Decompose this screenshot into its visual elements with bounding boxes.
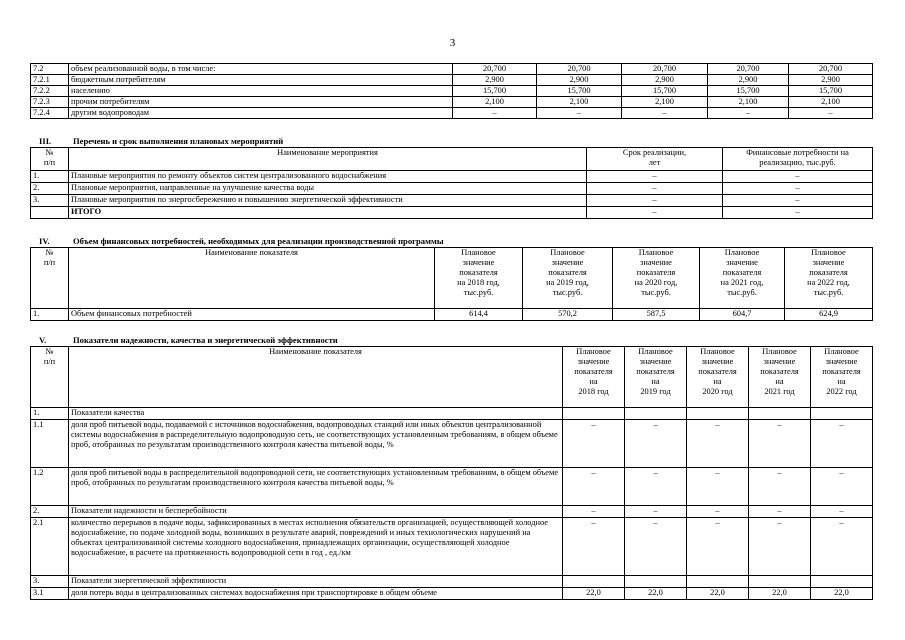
section-3-heading: [39, 136, 283, 146]
row-name: населению: [69, 86, 453, 97]
header-year: Плановое значение показателя на 2018 год, тыс.руб.: [435, 248, 523, 309]
value-cell: 2,100: [789, 97, 873, 108]
header-name: Наименование мероприятия: [69, 148, 587, 171]
row-name: Плановые мероприятия, направленные на улучшение качества воды: [69, 183, 587, 195]
value-cell: 2,900: [708, 75, 789, 86]
row-name: Показатели энергетической эффективности: [69, 576, 563, 588]
table-row: [31, 576, 873, 588]
section-5-heading: [39, 335, 338, 345]
row-name: доля потерь воды в централизованных системах водоснабжения при транспортировке в общем объеме: [69, 588, 563, 600]
indicators-table: [30, 346, 873, 600]
row-name: количество перерывов в подаче воды, зафиксированных в местах исполнения обязательств организацией, осуществляющей холодное водоснабжение, по подаче холодной воды, возникших в результате аварий, повреждений и иных технологических нарушений на объектах централизованной системы холодного водоснабжения, принадлежащих организации, осуществляющей холодное водоснабжение, в расчете на протяженность водопроводной сети в год , ед./км: [69, 518, 563, 576]
value-cell: –: [811, 518, 873, 576]
table-row: [31, 468, 873, 506]
header-row: [31, 148, 873, 171]
value-cell: –: [687, 420, 749, 468]
header-year: Плановое значение показателя на 2022 год, тыс.руб.: [785, 248, 873, 309]
value-cell: 587,5: [613, 309, 700, 321]
value-cell: [749, 408, 811, 420]
value-cell: 2,900: [537, 75, 622, 86]
term-cell: –: [587, 207, 723, 219]
value-cell: 22,0: [811, 588, 873, 600]
row-name: ИТОГО: [69, 207, 587, 219]
value-cell: –: [749, 420, 811, 468]
value-cell: [563, 408, 625, 420]
header-year: Плановое значение показателя на 2021 год: [749, 347, 811, 408]
row-name: доля проб питьевой воды, подаваемой с источников водоснабжения, водопроводных станций или иных объектов централизованной системы водоснабжения в распределительную водопроводную сеть, не соответствующих установленным требованиям, в общем объеме проб, отобранных по результатам производственного контроля качества питьевой воды, %: [69, 420, 563, 468]
value-cell: –: [625, 420, 687, 468]
value-cell: 15,700: [789, 86, 873, 97]
header-finance: Финансовые потребности на реализацию, тыс.руб.: [723, 148, 873, 171]
table-row: [31, 195, 873, 207]
header-year: Плановое значение показателя на 2022 год: [811, 347, 873, 408]
value-cell: –: [625, 518, 687, 576]
section-title: Перечень и срок выполнения плановых мероприятий: [73, 136, 284, 146]
row-number: 7.2: [31, 64, 69, 75]
finance-cell: –: [723, 207, 873, 219]
row-name: Показатели качества: [69, 408, 563, 420]
value-cell: 2,100: [622, 97, 708, 108]
row-number: 1.: [31, 309, 69, 321]
header-year: Плановое значение показателя на 2018 год: [563, 347, 625, 408]
row-number: 1.: [31, 171, 69, 183]
value-cell: –: [622, 108, 708, 119]
row-name: Объем финансовых потребностей: [69, 309, 435, 321]
header-num: № п/п: [31, 347, 69, 408]
value-cell: 20,700: [708, 64, 789, 75]
table-row: [31, 420, 873, 468]
value-cell: –: [687, 468, 749, 506]
row-name: доля проб питьевой воды в распределительной водопроводной сети, не соответствующих установленным требованиям, в общем объеме проб, отобранных по результатам производственного контроля качества питьевой воды, %: [69, 468, 563, 506]
table-row: [31, 86, 873, 97]
table-row: [31, 75, 873, 86]
section-number: III.: [39, 136, 52, 146]
header-year: Плановое значение показателя на 2019 год: [625, 347, 687, 408]
value-cell: –: [563, 506, 625, 518]
water-volume-table: [30, 63, 873, 119]
value-cell: –: [537, 108, 622, 119]
value-cell: [687, 408, 749, 420]
finance-cell: –: [723, 171, 873, 183]
value-cell: –: [708, 108, 789, 119]
finance-cell: –: [723, 195, 873, 207]
value-cell: 15,700: [453, 86, 537, 97]
value-cell: 2,100: [708, 97, 789, 108]
row-number: 7.2.1: [31, 75, 69, 86]
value-cell: 22,0: [563, 588, 625, 600]
row-name: Плановые мероприятия по ремонту объектов систем централизованного водоснабжения: [69, 171, 587, 183]
value-cell: [749, 576, 811, 588]
value-cell: 22,0: [625, 588, 687, 600]
header-name: Наименование показателя: [69, 347, 563, 408]
value-cell: 614,4: [435, 309, 523, 321]
row-number: 7.2.4: [31, 108, 69, 119]
value-cell: 20,700: [789, 64, 873, 75]
value-cell: –: [749, 468, 811, 506]
value-cell: [811, 408, 873, 420]
value-cell: –: [789, 108, 873, 119]
value-cell: 15,700: [537, 86, 622, 97]
header-year: Плановое значение показателя на 2020 год, тыс.руб.: [613, 248, 700, 309]
header-row: [31, 248, 873, 309]
measures-table: [30, 147, 873, 219]
row-number: 7.2.2: [31, 86, 69, 97]
table-row: [31, 183, 873, 195]
value-cell: –: [563, 420, 625, 468]
row-name: другим водопроводам: [69, 108, 453, 119]
value-cell: [687, 576, 749, 588]
section-title: Объем финансовых потребностей, необходимых для реализации производственной программы: [73, 236, 444, 246]
table-row: [31, 171, 873, 183]
value-cell: 15,700: [708, 86, 789, 97]
row-number: 2.1: [31, 518, 69, 576]
table-row: [31, 108, 873, 119]
value-cell: –: [749, 518, 811, 576]
header-row: [31, 347, 873, 408]
row-number: 1.: [31, 408, 69, 420]
row-name: бюджетным потребителям: [69, 75, 453, 86]
row-name: Показатели надежности и бесперебойности: [69, 506, 563, 518]
value-cell: –: [687, 506, 749, 518]
value-cell: [563, 576, 625, 588]
value-cell: 2,900: [622, 75, 708, 86]
value-cell: –: [453, 108, 537, 119]
header-year: Плановое значение показателя на 2019 год, тыс.руб.: [523, 248, 613, 309]
header-term: Срок реализации, лет: [587, 148, 723, 171]
row-number: 3.: [31, 195, 69, 207]
table-row: [31, 64, 873, 75]
row-number: [31, 207, 69, 219]
table-row: [31, 518, 873, 576]
financial-needs-table: [30, 247, 873, 321]
row-number: 3.1: [31, 588, 69, 600]
value-cell: 20,700: [622, 64, 708, 75]
finance-cell: –: [723, 183, 873, 195]
header-year: Плановое значение показателя на 2020 год: [687, 347, 749, 408]
table-row: [31, 506, 873, 518]
value-cell: 2,100: [453, 97, 537, 108]
value-cell: 15,700: [622, 86, 708, 97]
value-cell: [625, 576, 687, 588]
value-cell: 2,100: [537, 97, 622, 108]
row-name: объем реализованной воды, в том числе:: [69, 64, 453, 75]
value-cell: –: [563, 468, 625, 506]
header-year: Плановое значение показателя на 2021 год, тыс.руб.: [700, 248, 785, 309]
value-cell: –: [811, 420, 873, 468]
term-cell: –: [587, 195, 723, 207]
table-row: [31, 97, 873, 108]
value-cell: 22,0: [749, 588, 811, 600]
term-cell: –: [587, 183, 723, 195]
value-cell: –: [563, 518, 625, 576]
value-cell: [625, 408, 687, 420]
value-cell: 624,9: [785, 309, 873, 321]
value-cell: –: [625, 506, 687, 518]
table-row: [31, 207, 873, 219]
value-cell: 22,0: [687, 588, 749, 600]
value-cell: [811, 576, 873, 588]
table-row: [31, 588, 873, 600]
value-cell: 20,700: [453, 64, 537, 75]
section-number: IV.: [39, 236, 50, 246]
value-cell: –: [811, 506, 873, 518]
row-number: 1.1: [31, 420, 69, 468]
table-row: [31, 309, 873, 321]
value-cell: 20,700: [537, 64, 622, 75]
row-number: 2.: [31, 506, 69, 518]
page-number: 3: [449, 37, 456, 49]
row-number: 2.: [31, 183, 69, 195]
value-cell: 2,900: [453, 75, 537, 86]
row-name: прочим потребителям: [69, 97, 453, 108]
value-cell: 604,7: [700, 309, 785, 321]
header-num: № п/п: [31, 248, 69, 309]
value-cell: 570,2: [523, 309, 613, 321]
header-num: № п/п: [31, 148, 69, 171]
row-number: 7.2.3: [31, 97, 69, 108]
section-number: V.: [39, 335, 47, 345]
row-number: 3.: [31, 576, 69, 588]
row-number: 1.2: [31, 468, 69, 506]
row-name: Плановые мероприятия по энергосбережению и повышению энергетической эффективности: [69, 195, 587, 207]
header-name: Наименование показателя: [69, 248, 435, 309]
table-row: [31, 408, 873, 420]
value-cell: 2,900: [789, 75, 873, 86]
section-4-heading: [39, 236, 444, 246]
section-title: Показатели надежности, качества и энергетической эффективности: [73, 335, 338, 345]
term-cell: –: [587, 171, 723, 183]
value-cell: –: [625, 468, 687, 506]
value-cell: –: [687, 518, 749, 576]
value-cell: –: [749, 506, 811, 518]
value-cell: –: [811, 468, 873, 506]
